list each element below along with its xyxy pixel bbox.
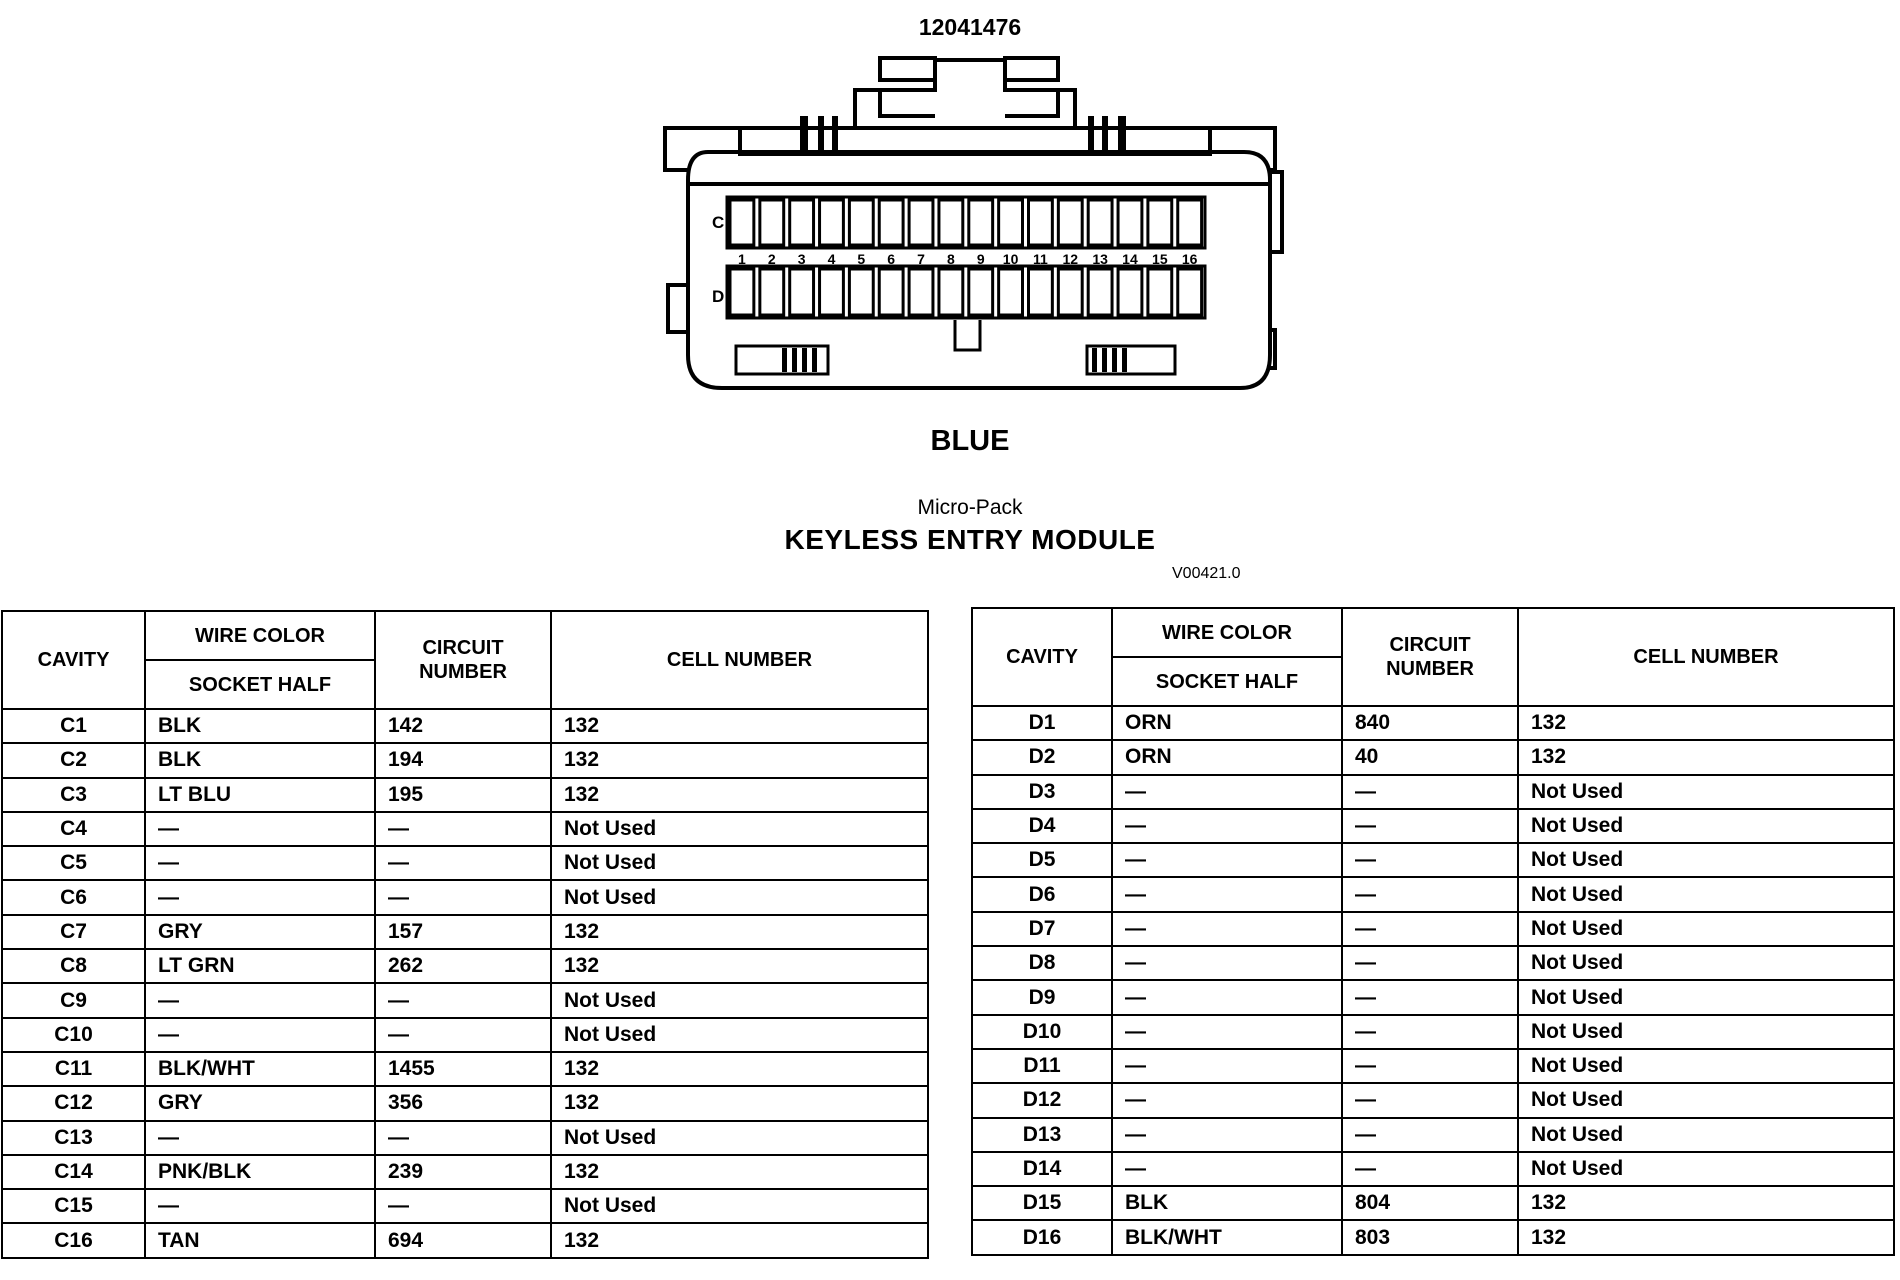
circuit-number-cell: — [1342, 912, 1518, 946]
cavity-cell: D1 [972, 706, 1112, 740]
cell-number-cell: Not Used [1518, 912, 1894, 946]
cell-number-cell: Not Used [1518, 1015, 1894, 1049]
cavity-number: 4 [827, 251, 836, 267]
cavity-d-slot [1118, 269, 1142, 315]
row-label-c: C [712, 213, 725, 232]
cavity-cell: D4 [972, 809, 1112, 843]
wire-color-cell: BLK/WHT [1112, 1220, 1342, 1254]
cavity-cell: C4 [2, 812, 145, 846]
cavity-table-d [971, 607, 1895, 1256]
cavity-c-slot [1029, 200, 1053, 245]
table-row [972, 809, 1894, 843]
table-row [972, 912, 1894, 946]
circuit-number-cell: — [1342, 980, 1518, 1014]
cavity-cell: C7 [2, 915, 145, 949]
cavity-number: 14 [1122, 251, 1138, 267]
circuit-number-cell: 142 [375, 709, 551, 743]
connector-part-number: 12041476 [918, 14, 1022, 40]
cavity-number: 6 [887, 251, 896, 267]
table-row [2, 949, 928, 983]
table-row [2, 846, 928, 880]
cavity-number: 15 [1152, 251, 1168, 267]
cavity-cell: D6 [972, 877, 1112, 911]
header-cell-number: CELL NUMBER [551, 611, 928, 709]
circuit-number-cell: — [1342, 1015, 1518, 1049]
cavity-cell: D5 [972, 843, 1112, 877]
cell-number-cell: 132 [551, 949, 928, 983]
table-row [972, 946, 1894, 980]
circuit-number-cell: 239 [375, 1155, 551, 1189]
circuit-number-cell: — [1342, 843, 1518, 877]
cavity-cell: C10 [2, 1018, 145, 1052]
table-row [972, 843, 1894, 877]
cavity-d-slot [1058, 269, 1082, 315]
cell-number-cell: Not Used [1518, 946, 1894, 980]
wire-color-cell: — [145, 1018, 375, 1052]
row-c-frame [727, 197, 1205, 248]
cavity-c-slot [969, 200, 993, 245]
table-row [2, 915, 928, 949]
cavity-d-slot [790, 269, 814, 315]
table-row [2, 812, 928, 846]
cell-number-cell: Not Used [1518, 877, 1894, 911]
table-row [972, 706, 1894, 740]
circuit-number-cell: — [375, 1121, 551, 1155]
table-row [972, 1118, 1894, 1152]
wire-color-cell: — [1112, 1083, 1342, 1117]
cavity-number: 16 [1181, 251, 1198, 267]
circuit-number-cell: — [375, 983, 551, 1017]
wire-color-cell: BLK [1112, 1186, 1342, 1220]
wire-color-cell: — [1112, 1152, 1342, 1186]
cavity-cell: C15 [2, 1189, 145, 1223]
cavity-number: 12 [1062, 251, 1079, 267]
wire-color-cell: — [1112, 809, 1342, 843]
table-row [2, 778, 928, 812]
cavity-c-slot [939, 200, 963, 245]
cell-number-cell: Not Used [1518, 1118, 1894, 1152]
table-row [972, 877, 1894, 911]
header-wire-color: WIRE COLOR [145, 611, 375, 660]
wire-color-cell: — [1112, 946, 1342, 980]
cavity-c-slot [820, 200, 844, 245]
wire-color-cell: — [1112, 843, 1342, 877]
cell-number-cell: Not Used [551, 1189, 928, 1223]
circuit-number-cell: — [375, 846, 551, 880]
cavity-d-slot [909, 269, 933, 315]
cell-number-cell: Not Used [551, 846, 928, 880]
header-cavity: CAVITY [972, 608, 1112, 706]
cavity-cell: C5 [2, 846, 145, 880]
table-row [2, 880, 928, 914]
cavity-cell: C13 [2, 1121, 145, 1155]
cell-number-cell: Not Used [1518, 1083, 1894, 1117]
wire-color-cell: BLK [145, 743, 375, 777]
table-row [2, 1052, 928, 1086]
table-row [2, 1121, 928, 1155]
wire-color-cell: ORN [1112, 706, 1342, 740]
table-row [972, 1186, 1894, 1220]
table-row [972, 1152, 1894, 1186]
cell-number-cell: Not Used [551, 1121, 928, 1155]
cavity-c-slot [999, 200, 1023, 245]
cavity-cell: D9 [972, 980, 1112, 1014]
row-d-frame [727, 266, 1205, 318]
circuit-number-cell: 1455 [375, 1052, 551, 1086]
cavity-cell: D2 [972, 740, 1112, 774]
cavity-cell: C6 [2, 880, 145, 914]
cell-number-cell: Not Used [1518, 980, 1894, 1014]
cavity-d-slot [760, 269, 784, 315]
wire-color-cell: ORN [1112, 740, 1342, 774]
circuit-number-cell: — [1342, 1083, 1518, 1117]
header-cell-number: CELL NUMBER [1518, 608, 1894, 706]
table-row [972, 775, 1894, 809]
table-row [2, 1189, 928, 1223]
cavity-c-slot [879, 200, 903, 245]
circuit-number-cell: 804 [1342, 1186, 1518, 1220]
table-row [972, 740, 1894, 774]
cell-number-cell: Not Used [1518, 843, 1894, 877]
circuit-number-cell: — [1342, 1152, 1518, 1186]
cavity-d-slot [1029, 269, 1053, 315]
cavity-cell: D8 [972, 946, 1112, 980]
cell-number-cell: 132 [551, 1223, 928, 1257]
cavity-cell: C11 [2, 1052, 145, 1086]
cavity-cell: D12 [972, 1083, 1112, 1117]
connector-color: BLUE [930, 425, 1010, 457]
cavity-number: 10 [1002, 251, 1019, 267]
cell-number-cell: Not Used [1518, 1152, 1894, 1186]
cavity-cell: D10 [972, 1015, 1112, 1049]
cell-number-cell: Not Used [1518, 809, 1894, 843]
cell-number-cell: 132 [551, 1086, 928, 1120]
table-row [2, 743, 928, 777]
wire-color-cell: — [1112, 1015, 1342, 1049]
module-subtitle: Micro-Pack [917, 496, 1023, 519]
cell-number-cell: Not Used [551, 1018, 928, 1052]
module-title: KEYLESS ENTRY MODULE [784, 524, 1156, 555]
cavity-c-slot [1148, 200, 1172, 245]
row-label-d: D [712, 287, 725, 306]
cavity-c-slot [1058, 200, 1082, 245]
wire-color-cell: — [1112, 1049, 1342, 1083]
cavity-number: 1 [738, 251, 746, 267]
circuit-number-cell: 262 [375, 949, 551, 983]
wire-color-cell: GRY [145, 1086, 375, 1120]
table-row [2, 709, 928, 743]
wire-color-cell: — [1112, 912, 1342, 946]
circuit-number-cell: — [1342, 1118, 1518, 1152]
cavity-cell: C2 [2, 743, 145, 777]
cell-number-cell: 132 [1518, 706, 1894, 740]
table-row [2, 1155, 928, 1189]
cavity-cell: D15 [972, 1186, 1112, 1220]
circuit-number-cell: — [1342, 1049, 1518, 1083]
wire-color-cell: LT GRN [145, 949, 375, 983]
cell-number-cell: 132 [551, 709, 928, 743]
cavity-c-slot [730, 200, 754, 245]
cavity-d-slot [849, 269, 873, 315]
circuit-number-cell: — [375, 812, 551, 846]
cell-number-cell: 132 [551, 1155, 928, 1189]
cavity-d-slot [820, 269, 844, 315]
wire-color-cell: — [1112, 775, 1342, 809]
cavity-cell: C16 [2, 1223, 145, 1257]
cavity-cell: C8 [2, 949, 145, 983]
cell-number-cell: 132 [551, 778, 928, 812]
circuit-number-cell: — [375, 880, 551, 914]
cell-number-cell: 132 [551, 1052, 928, 1086]
cavity-c-slot [1118, 200, 1142, 245]
header-circuit-number: CIRCUIT NUMBER [1342, 608, 1518, 706]
cavity-d-slot [1148, 269, 1172, 315]
cavity-cell: C1 [2, 709, 145, 743]
circuit-number-cell: 40 [1342, 740, 1518, 774]
header-socket-half: SOCKET HALF [1112, 657, 1342, 706]
wire-color-cell: — [1112, 980, 1342, 1014]
circuit-number-cell: — [1342, 877, 1518, 911]
wire-color-cell: — [145, 812, 375, 846]
cavity-number: 2 [767, 251, 776, 267]
cavity-number: 5 [857, 251, 866, 267]
connector-face-diagram [0, 0, 1900, 400]
circuit-number-cell: — [1342, 809, 1518, 843]
circuit-number-cell: 157 [375, 915, 551, 949]
table-row [2, 1018, 928, 1052]
table-row [972, 1220, 1894, 1254]
cavity-d-slot [999, 269, 1023, 315]
circuit-number-cell: 803 [1342, 1220, 1518, 1254]
wire-color-cell: — [1112, 877, 1342, 911]
circuit-number-cell: 356 [375, 1086, 551, 1120]
cavity-cell: D11 [972, 1049, 1112, 1083]
cell-number-cell: 132 [1518, 1220, 1894, 1254]
cavity-cell: D13 [972, 1118, 1112, 1152]
wire-color-cell: BLK/WHT [145, 1052, 375, 1086]
cell-number-cell: 132 [551, 743, 928, 777]
cavity-number: 7 [917, 251, 925, 267]
cavity-c-slot [849, 200, 873, 245]
cell-number-cell: Not Used [551, 983, 928, 1017]
cell-number-cell: 132 [1518, 1186, 1894, 1220]
table-row [972, 1049, 1894, 1083]
cavity-number: 8 [946, 251, 955, 267]
cavity-c-slot [790, 200, 814, 245]
wire-color-cell: GRY [145, 915, 375, 949]
circuit-number-cell: — [1342, 946, 1518, 980]
reference-code: V00421.0 [1172, 565, 1241, 582]
cavity-d-slot [939, 269, 963, 315]
cavity-number: 11 [1033, 251, 1048, 267]
cavity-d-slot [969, 269, 993, 315]
cell-number-cell: Not Used [551, 880, 928, 914]
table-row [2, 983, 928, 1017]
cell-number-cell: Not Used [551, 812, 928, 846]
cavity-cell: D14 [972, 1152, 1112, 1186]
cavity-number: 9 [976, 251, 985, 267]
cavity-cell: D16 [972, 1220, 1112, 1254]
table-row [972, 980, 1894, 1014]
cavity-d-slot [1178, 269, 1202, 315]
cavity-c-slot [1088, 200, 1112, 245]
cavity-c-slot [760, 200, 784, 245]
wire-color-cell: — [145, 1189, 375, 1223]
table-row [972, 1083, 1894, 1117]
header-cavity: CAVITY [2, 611, 145, 709]
circuit-number-cell: — [1342, 775, 1518, 809]
wire-color-cell: — [145, 880, 375, 914]
cavity-cell: D3 [972, 775, 1112, 809]
wire-color-cell: LT BLU [145, 778, 375, 812]
circuit-number-cell: 194 [375, 743, 551, 777]
circuit-number-cell: 195 [375, 778, 551, 812]
cell-number-cell: Not Used [1518, 1049, 1894, 1083]
cavity-number: 3 [797, 251, 806, 267]
cavity-c-slot [1178, 200, 1202, 245]
circuit-number-cell: 694 [375, 1223, 551, 1257]
cavity-cell: D7 [972, 912, 1112, 946]
wire-color-cell: — [145, 846, 375, 880]
circuit-number-cell: 840 [1342, 706, 1518, 740]
wire-color-cell: — [145, 983, 375, 1017]
cell-number-cell: 132 [551, 915, 928, 949]
cavity-table-c [1, 610, 929, 1259]
cavity-c-slot [909, 200, 933, 245]
header-circuit-number: CIRCUIT NUMBER [375, 611, 551, 709]
cavity-d-slot [730, 269, 754, 315]
wire-color-cell: PNK/BLK [145, 1155, 375, 1189]
wire-color-cell: — [145, 1121, 375, 1155]
cavity-cell: C14 [2, 1155, 145, 1189]
cavity-cell: C3 [2, 778, 145, 812]
table-row [972, 1015, 1894, 1049]
wire-color-cell: — [1112, 1118, 1342, 1152]
header-socket-half: SOCKET HALF [145, 660, 375, 709]
header-wire-color: WIRE COLOR [1112, 608, 1342, 657]
circuit-number-cell: — [375, 1189, 551, 1223]
table-row [2, 1086, 928, 1120]
cavity-number: 13 [1092, 251, 1108, 267]
cavity-cell: C9 [2, 983, 145, 1017]
circuit-number-cell: — [375, 1018, 551, 1052]
cavity-d-slot [1088, 269, 1112, 315]
table-row [2, 1223, 928, 1257]
cavity-d-slot [879, 269, 903, 315]
wire-color-cell: BLK [145, 709, 375, 743]
cell-number-cell: Not Used [1518, 775, 1894, 809]
cavity-cell: C12 [2, 1086, 145, 1120]
cell-number-cell: 132 [1518, 740, 1894, 774]
wire-color-cell: TAN [145, 1223, 375, 1257]
